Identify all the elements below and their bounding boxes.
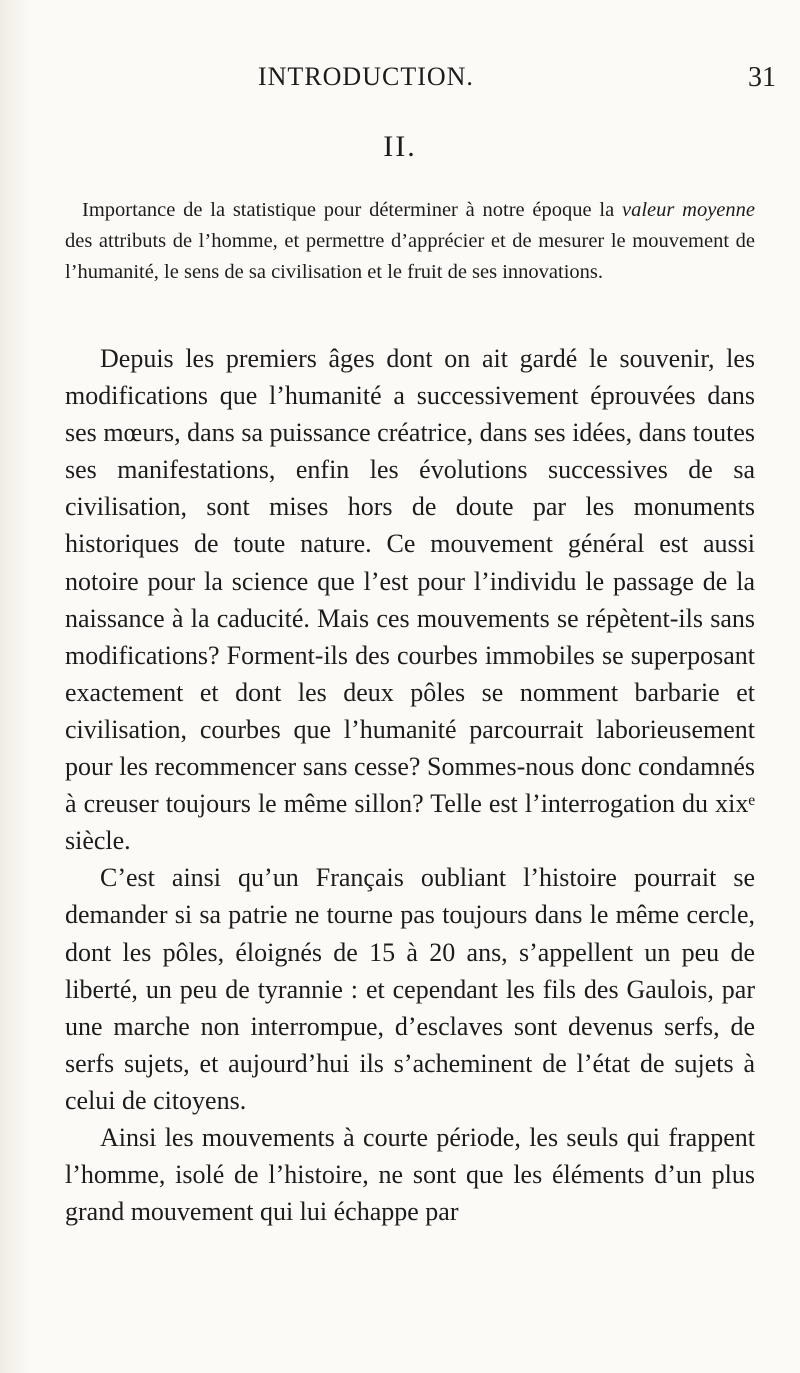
summary-text-start: Importance de la statistique pour déterminer à notre époque la	[82, 199, 622, 221]
body-text	[65, 340, 755, 1230]
running-header	[0, 62, 800, 102]
section-summary	[65, 195, 755, 288]
paragraph-2: C’est ainsi qu’un Français oubliant l’histoire pourrait se demander si sa patrie ne tourne pas toujours dans le même cercle, dont les pôles, éloignés de 15 à 20 ans, s’appellent un peu de liberté, un peu de tyrannie : et cependant les fils des Gaulois, par une marche non interrompue, d’esclaves sont devenus serfs, de serfs sujets, et aujourd’hui ils s’acheminent de l’état de sujets à celui de citoyens.	[65, 863, 755, 1115]
paragraph-1: Depuis les premiers âges dont on ait gardé le souvenir, les modifications que l’humanité a successivement éprouvées dans ses mœurs, dans sa puissance créatrice, dans ses idées, dans toutes ses manifestations, enfin les évolutions successives de sa civilisation, sont mises hors de doute par les monuments historiques de toute nature. Ce mouvement général est aussi notoire pour la science que l’est pour l’individu le passage de la naissance à la caducité. Mais ces mouvements se répètent-ils sans modifications? Forment-ils des courbes immobiles se superposant exactement et dont les deux pôles se nomment barbarie et civilisation, courbes que l’humanité parcourrait laborieusement pour les recommencer sans cesse? Sommes-nous donc condamnés à creuser toujours le même sillon? Telle est l’interrogation du xixᵉ siècle.	[65, 344, 755, 856]
summary-text-end: des attributs de l’homme, et permettre d’apprécier et de mesurer le mouvement de l’humanité, le sens de sa civilisation et le fruit de ses innovations.	[65, 230, 755, 283]
page-gutter-shadow	[0, 0, 30, 1373]
page-number: 31	[748, 62, 776, 93]
section-number: II.	[383, 130, 417, 163]
summary-italic-term: valeur moyenne	[621, 199, 755, 221]
running-title: INTRODUCTION.	[258, 62, 474, 91]
paragraph-3: Ainsi les mouvements à courte période, les seuls qui frappent l’homme, isolé de l’histoire, ne sont que les éléments d’un plus grand mouvement qui lui échappe par	[65, 1122, 755, 1227]
